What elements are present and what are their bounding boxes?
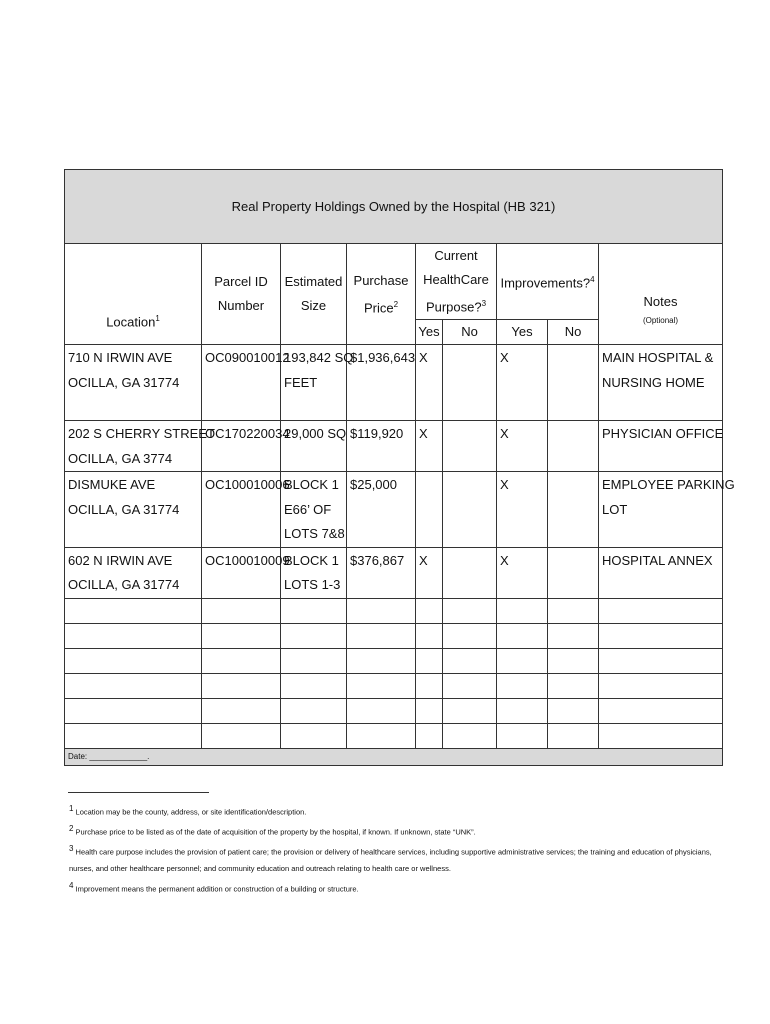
header-improvements: Improvements?$^4$ — [497, 244, 599, 320]
footnote-1: $^1$ Location may be the county, address, or site identification/description. — [69, 804, 307, 817]
cell-size: 193,842 SQ FEET — [281, 345, 347, 421]
cell-purpose-no — [443, 472, 497, 548]
cell-price: $376,867 — [347, 547, 416, 598]
table-row — [65, 547, 723, 598]
empty-row — [65, 648, 723, 673]
footnote-2: $^2$ Purchase price to be listed as of the date of acquisition of the property by the hospital, if known. If unknown, state “UNK”. — [69, 824, 476, 837]
cell-purpose-yes: X — [416, 547, 443, 598]
cell-purpose-no — [443, 345, 497, 421]
cell-size: 29,000 SQ — [281, 421, 347, 472]
empty-row — [65, 698, 723, 723]
cell-improve-yes: X — [497, 345, 548, 421]
empty-row — [65, 673, 723, 698]
cell-price: $1,936,643 — [347, 345, 416, 421]
empty-row — [65, 598, 723, 623]
header-improvements-yes: Yes — [497, 320, 548, 345]
holdings-table — [64, 169, 735, 766]
cell-improve-yes: X — [497, 421, 548, 472]
cell-size: BLOCK 1 E66’ OF LOTS 7&8 — [281, 472, 347, 548]
cell-purpose-yes: X — [416, 345, 443, 421]
header-improvements-no: No — [548, 320, 599, 345]
empty-row — [65, 723, 723, 748]
cell-location: 602 N IRWIN AVE OCILLA, GA 31774 — [65, 547, 202, 598]
cell-purpose-yes: X — [416, 421, 443, 472]
cell-notes: EMPLOYEE PARKING LOT — [599, 472, 723, 548]
header-purpose-no: No — [443, 320, 497, 345]
footnotes — [69, 801, 719, 898]
cell-purpose-yes — [416, 472, 443, 548]
table-row — [65, 421, 723, 472]
cell-location: 202 S CHERRY STREET OCILLA, GA 3774 — [65, 421, 202, 472]
footnote-3: $^3$ Health care purpose includes the provision of patient care; the provision or delivery of healthcare services, including supportive administrative services; the training and education of physicians, nurses, and other healthcare personnel; and community education and outreach relating to health care or wellness. — [69, 844, 712, 873]
cell-purpose-no — [443, 547, 497, 598]
table-row — [65, 345, 723, 421]
cell-improve-no — [548, 345, 599, 421]
header-notes: Notes (Optional) — [599, 244, 723, 345]
footnote-4: $^4$ Improvement means the permanent addition or construction of a building or structure. — [69, 880, 359, 893]
header-price: Purchase Price$^2$ — [347, 244, 416, 345]
header-location: Location$^1$ — [65, 244, 202, 345]
header-purpose-yes: Yes — [416, 320, 443, 345]
cell-improve-yes: X — [497, 547, 548, 598]
cell-improve-no — [548, 421, 599, 472]
cell-purpose-no — [443, 421, 497, 472]
cell-notes: PHYSICIAN OFFICE — [599, 421, 723, 472]
cell-improve-no — [548, 547, 599, 598]
cell-improve-no — [548, 472, 599, 548]
header-purpose: Current HealthCare Purpose?$^3$ — [416, 244, 497, 320]
cell-notes: HOSPITAL ANNEX — [599, 547, 723, 598]
table-title: Real Property Holdings Owned by the Hospital (HB 321) — [65, 170, 723, 244]
cell-location: 710 N IRWIN AVE OCILLA, GA 31774 — [65, 345, 202, 421]
header-size: Estimated Size — [281, 244, 347, 345]
cell-improve-yes: X — [497, 472, 548, 548]
empty-row — [65, 623, 723, 648]
cell-parcel: OC100010009 — [202, 547, 281, 598]
cell-parcel: OC090010012 — [202, 345, 281, 421]
cell-size: BLOCK 1 LOTS 1-3 — [281, 547, 347, 598]
date-field: Date: _____________. — [65, 748, 723, 765]
cell-notes: MAIN HOSPITAL & NURSING HOME — [599, 345, 723, 421]
footnote-rule — [68, 792, 209, 793]
cell-parcel: OC170220034 — [202, 421, 281, 472]
cell-price: $25,000 — [347, 472, 416, 548]
cell-location: DISMUKE AVE OCILLA, GA 31774 — [65, 472, 202, 548]
cell-parcel: OC100010006 — [202, 472, 281, 548]
cell-price: $119,920 — [347, 421, 416, 472]
table-row — [65, 472, 723, 548]
header-parcel: Parcel ID Number — [202, 244, 281, 345]
